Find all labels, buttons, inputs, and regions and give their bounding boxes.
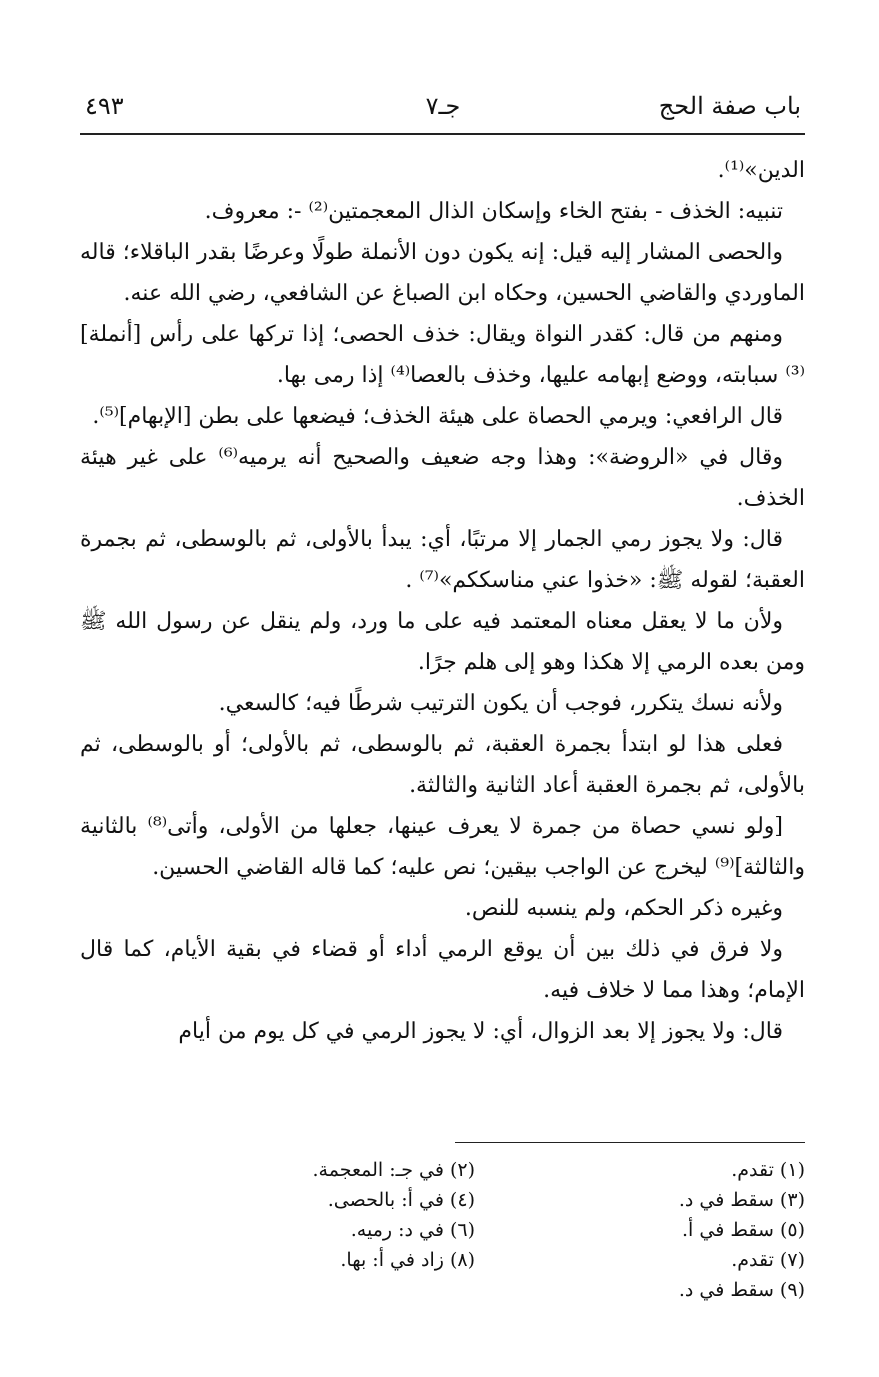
footnote: (٢) في جـ: المعجمة. <box>312 1159 475 1181</box>
paragraph: وغيره ذكر الحكم، ولم ينسبه للنص. <box>464 896 783 921</box>
paragraph: قال: ولا يجوز إلا بعد الزوال، أي: لا يجوز الرمي في كل يوم من أيام <box>178 1019 783 1044</box>
footnote: (٨) زاد في أ: بها. <box>340 1249 475 1271</box>
footnote-divider <box>455 1142 805 1143</box>
footnotes-left-column <box>175 1155 475 1275</box>
footnote: (١) تقدم. <box>731 1159 805 1181</box>
footnotes-right-column <box>505 1155 805 1305</box>
page-header <box>85 92 801 132</box>
paragraph: [ولو نسي حصاة من جمرة لا يعرف عينها، جعلها من الأولى، وأتى⁽⁸⁾ بالثانية والثالثة]⁽⁹⁾ ليخرج عن الواجب بيقين؛ نص عليه؛ كما قاله القاضي الحسين. <box>80 814 805 880</box>
paragraph: ومنهم من قال: كقدر النواة ويقال: خذف الحصى؛ إذا تركها على رأس [أنملة]⁽³⁾ سبابته، ووضع إبهامه عليها، وخذف بالعصا⁽⁴⁾ إذا رمى بها. <box>80 322 805 388</box>
header-divider <box>80 133 805 135</box>
footnote: (٥) سقط في أ. <box>682 1219 805 1241</box>
paragraph: فعلى هذا لو ابتدأ بجمرة العقبة، ثم بالوسطى، ثم بالأولى؛ أو بالوسطى، ثم بالأولى، ثم بجمرة العقبة أعاد الثانية والثالثة. <box>80 732 805 798</box>
paragraph: قال: ولا يجوز رمي الجمار إلا مرتبًا، أي: يبدأ بالأولى، ثم بالوسطى، ثم بجمرة العقبة؛ لقوله ﷺ: «خذوا عني مناسككم»⁽⁷⁾ . <box>80 527 805 593</box>
paragraph: وقال في «الروضة»: وهذا وجه ضعيف والصحيح أنه يرميه⁽⁶⁾ على غير هيئة الخذف. <box>80 445 805 511</box>
paragraph: والحصى المشار إليه قيل: إنه يكون دون الأنملة طولًا وعرضًا بقدر الباقلاء؛ قاله الماوردي والقاضي الحسين، وحكاه ابن الصباغ عن الشافعي، رضي الله عنه. <box>80 240 805 306</box>
footnote: (٩) سقط في د. <box>678 1279 805 1301</box>
main-text <box>80 150 805 1052</box>
paragraph: قال الرافعي: ويرمي الحصاة على هيئة الخذف؛ فيضعها على بطن [الإبهام]⁽⁵⁾. <box>92 404 783 429</box>
paragraph: تنبيه: الخذف - بفتح الخاء وإسكان الذال المعجمتين⁽²⁾ -: معروف. <box>204 199 783 224</box>
chapter-title: باب صفة الحج <box>658 92 801 120</box>
footnote: (٧) تقدم. <box>731 1249 805 1271</box>
footnote: (٤) في أ: بالحصى. <box>327 1189 475 1211</box>
page-number: ٤٩٣ <box>85 92 124 120</box>
footnote: (٣) سقط في د. <box>678 1189 805 1211</box>
paragraph: ولأنه نسك يتكرر، فوجب أن يكون الترتيب شرطًا فيه؛ كالسعي. <box>218 691 783 716</box>
paragraph: الدين»⁽¹⁾. <box>717 158 805 183</box>
volume-label: جـ٧ <box>425 92 461 120</box>
paragraph: ولأن ما لا يعقل معناه المعتمد فيه على ما ورد، ولم ينقل عن رسول الله ﷺ ومن بعده الرمي إلا هكذا وهو إلى هلم جرًا. <box>80 609 805 675</box>
footnote: (٦) في د: رميه. <box>350 1219 475 1241</box>
paragraph: ولا فرق في ذلك بين أن يوقع الرمي أداء أو قضاء في بقية الأيام، كما قال الإمام؛ وهذا مما لا خلاف فيه. <box>80 937 805 1003</box>
